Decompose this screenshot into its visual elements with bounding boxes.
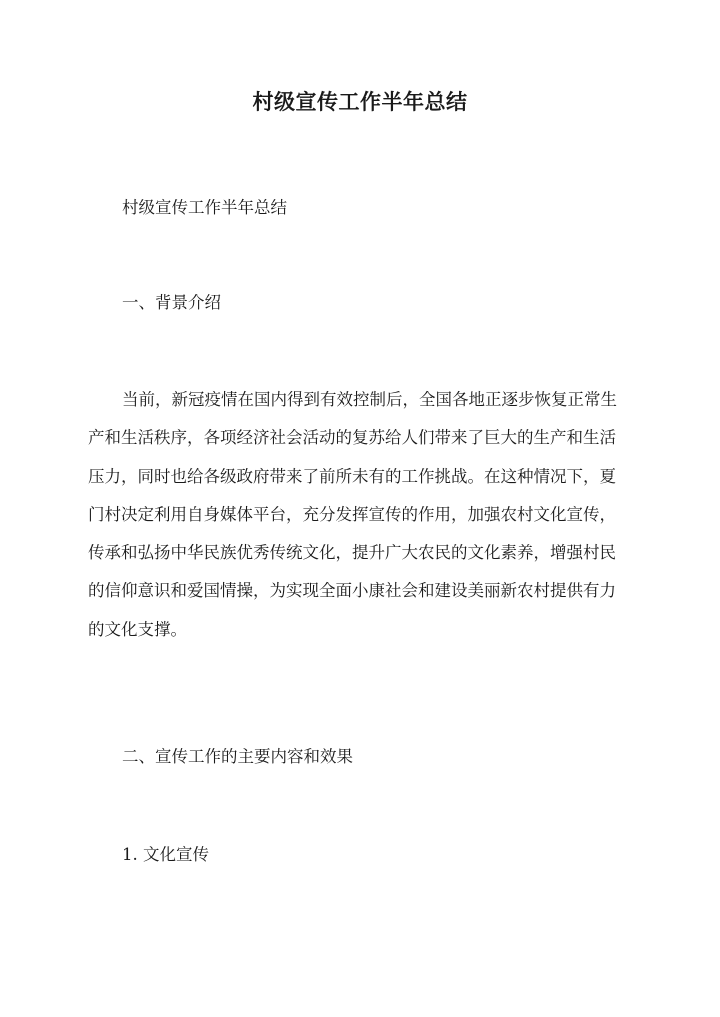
background-paragraph	[88, 381, 644, 649]
paragraph-line: 产和生活秩序，各项经济社会活动的复苏给人们带来了巨大的生产和生活	[88, 428, 616, 448]
paragraph-line: 的信仰意识和爱国情操，为实现全面小康社会和建设美丽新农村提供有力	[88, 581, 616, 601]
subsection-heading-culture: 1. 文化宣传	[122, 845, 209, 864]
paragraph-line: 当前，新冠疫情在国内得到有效控制后，全国各地正逐步恢复正常生	[122, 390, 617, 409]
document-subtitle: 村级宣传工作半年总结	[122, 198, 287, 217]
section-heading-main-content: 二、宣传工作的主要内容和效果	[122, 747, 353, 766]
section-heading-background: 一、背景介绍	[122, 293, 221, 312]
paragraph-line: 压力，同时也给各级政府带来了前所未有的工作挑战。在这种情况下，夏	[88, 466, 616, 486]
document-title: 村级宣传工作半年总结	[252, 89, 468, 114]
paragraph-line: 传承和弘扬中华民族优秀传统文化，提升广大农民的文化素养，增强村民	[88, 543, 616, 563]
paragraph-line: 的文化支撑。	[88, 619, 187, 639]
paragraph-line: 门村决定利用自身媒体平台，充分发挥宣传的作用，加强农村文化宣传，	[88, 504, 616, 524]
